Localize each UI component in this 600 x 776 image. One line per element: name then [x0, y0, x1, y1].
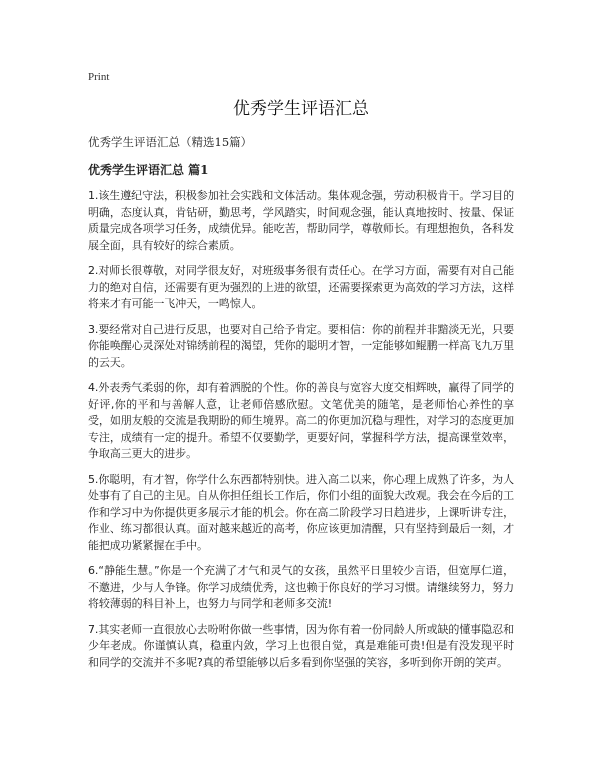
- comment-paragraph-4: 4.外表秀气柔弱的你，却有着洒脱的个性。你的善良与宽容大度交相辉映，赢得了同学的好评,你的平和与善解人意，让老师倍感欣慰。文笔优美的随笔，是老师怡心养性的享受，如朋友般的交流是我期盼的师生境界。高二的你更加沉稳与理性，对学习的态度更加专注，成绩有一定的提升。希望不仅要勤学，更要好问，掌握科学方法，提高课堂效率，争取高三更大的进步。: [88, 381, 514, 460]
- comment-paragraph-2: 2.对师长很尊敬，对同学很友好，对班级事务很有责任心。在学习方面，需要有对自己能力的绝对自信，还需要有更为强烈的上进的欲望，还需要探索更为高效的学习方法，这样将来才有可能一飞冲天，一鸣惊人。: [88, 264, 514, 310]
- comment-paragraph-6: 6.“静能生慧。”你是一个充满了才气和灵气的女孩，虽然平日里较少言语，但宽厚仁道，不邀进，少与人争锋。你学习成绩优秀，这也赖于你良好的学习习惯。请继续努力，努力将较薄弱的科目补上，也努力与同学和老师多交流!: [88, 564, 514, 610]
- document-title: 优秀学生评语汇总: [233, 99, 369, 119]
- document-subtitle: 优秀学生评语汇总（精选15篇）: [88, 135, 253, 149]
- comment-paragraph-5: 5.你聪明，有才智，你学什么东西都特别快。进入高二以来，你心理上成熟了许多，为人处事有了自己的主见。自从你担任组长工作后，你们小组的面貌大改观。我会在今后的工作和学习中为你提供更多展示才能的机会。你在高二阶段学习日趋进步，上课听讲专注，作业、练习都很认真。面对越来越近的高考，你应该更加清醒，只有坚持到最后一刻，才能把成功紧紧握在手中。: [88, 472, 514, 552]
- print-label: Print: [88, 71, 110, 83]
- comment-paragraph-1: 1.该生遵纪守法，积极参加社会实践和文体活动。集体观念强，劳动积极肯干。学习目的明确，态度认真，肯钻研，勤思考，学风踏实，时间观念强，能认真地按时、按量、保证质量完成各项学习任务，成绩优异。能吃苦，帮助同学，尊敬师长。有理想抱负，各科发展全面，具有较好的综合素质。: [88, 189, 514, 252]
- section-heading: 优秀学生评语汇总 篇1: [88, 163, 209, 177]
- comment-paragraph-3: 3.要经常对自己进行反思，也要对自己给予肯定。要相信：你的前程并非黯淡无光，只要你能唤醒心灵深处对锦绣前程的渴望，凭你的聪明才智，一定能够如鲲鹏一样高飞九万里的云天。: [88, 322, 514, 369]
- comment-paragraph-7: 7.其实老师一直很放心去吩咐你做一些事情，因为你有着一份同龄人所或缺的懂事隐忍和少年老成。你谨慎认真，稳重内敛，学习上也很自觉，真是难能可贵!但是有没发现平时和同学的交流并不多呢?真的希望能够以后多看到你坚强的笑容，多听到你开朗的笑声。: [88, 622, 514, 669]
